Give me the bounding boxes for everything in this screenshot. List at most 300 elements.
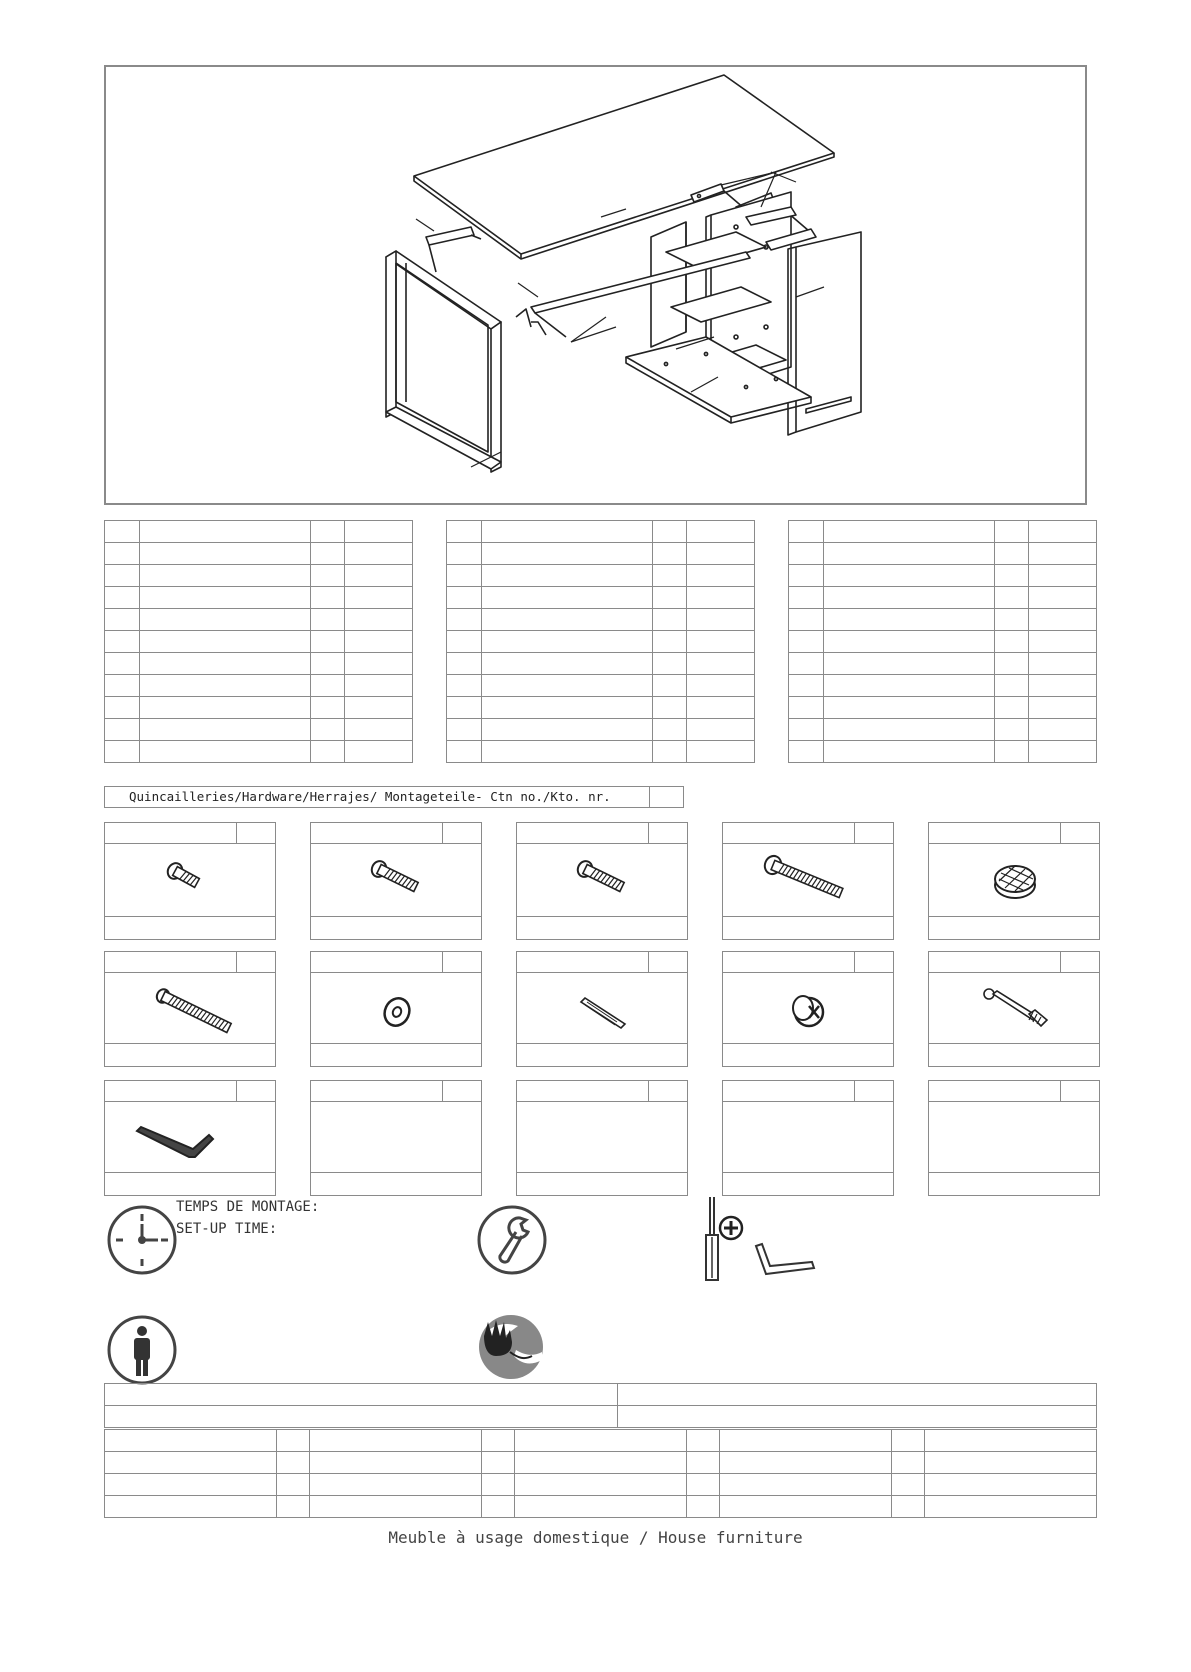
parts-cell	[345, 609, 413, 631]
info-cell	[687, 1474, 720, 1496]
hardware-cell	[516, 822, 688, 940]
parts-table-1	[104, 520, 413, 763]
hardware-header	[517, 1081, 687, 1102]
info-cell	[515, 1452, 687, 1474]
info-cell	[310, 1474, 482, 1496]
hardware-title: Quincailleries/Hardware/Herrajes/ Montageteile- Ctn no./Kto. nr.	[129, 789, 611, 804]
setup-time-text	[176, 1196, 319, 1240]
hardware-quantity-cell	[648, 823, 687, 843]
parts-cell	[1029, 543, 1097, 565]
parts-row	[105, 609, 413, 631]
parts-cell	[140, 741, 311, 763]
info-cell	[515, 1474, 687, 1496]
info-cell	[105, 1430, 277, 1452]
parts-cell	[1029, 697, 1097, 719]
parts-cell	[140, 543, 311, 565]
info-cell	[618, 1406, 1097, 1428]
hardware-cell	[310, 951, 482, 1067]
hardware-quantity-cell	[442, 823, 481, 843]
parts-cell	[687, 653, 755, 675]
medium-bolt-icon	[311, 843, 481, 919]
parts-row	[105, 543, 413, 565]
hardware-quantity-cell	[854, 823, 893, 843]
parts-cell	[789, 653, 824, 675]
person-icon	[106, 1314, 178, 1386]
hardware-footer	[105, 916, 275, 939]
parts-cell	[824, 631, 995, 653]
parts-cell	[482, 521, 653, 543]
hardware-cell	[104, 1080, 276, 1196]
parts-cell	[687, 609, 755, 631]
parts-cell	[345, 697, 413, 719]
parts-cell	[687, 719, 755, 741]
info-cell	[892, 1452, 925, 1474]
parts-cell	[824, 675, 995, 697]
hardware-footer	[723, 1172, 893, 1195]
parts-cell	[653, 697, 687, 719]
parts-row	[447, 631, 755, 653]
hardware-header	[105, 1081, 275, 1102]
parts-row	[789, 675, 1097, 697]
glove-hand-icon	[476, 1312, 546, 1382]
parts-cell	[311, 697, 345, 719]
parts-cell	[789, 609, 824, 631]
parts-cell	[345, 631, 413, 653]
parts-cell	[687, 631, 755, 653]
info-cell	[720, 1496, 892, 1518]
info-cell	[925, 1452, 1097, 1474]
parts-cell	[824, 521, 995, 543]
info-cell	[277, 1430, 310, 1452]
hardware-header	[517, 823, 687, 844]
cam-lock-icon	[723, 972, 893, 1046]
parts-cell	[995, 631, 1029, 653]
hardware-cell	[928, 951, 1100, 1067]
hardware-cell	[722, 822, 894, 940]
parts-row	[447, 609, 755, 631]
center-panel	[651, 222, 686, 347]
info-cell	[515, 1496, 687, 1518]
info-cell	[482, 1496, 515, 1518]
parts-cell	[140, 587, 311, 609]
carton-number-cell	[649, 787, 683, 807]
hardware-header	[311, 1081, 481, 1102]
parts-cell	[311, 653, 345, 675]
hardware-footer	[311, 1043, 481, 1066]
hardware-header	[311, 823, 481, 844]
cam-bolt-icon	[929, 972, 1099, 1046]
parts-cell	[789, 741, 824, 763]
parts-cell	[140, 521, 311, 543]
wrench-tool-icon	[476, 1204, 548, 1276]
parts-cell	[345, 675, 413, 697]
parts-cell	[447, 609, 482, 631]
parts-cell	[345, 565, 413, 587]
info-cell	[687, 1496, 720, 1518]
hardware-cell	[104, 951, 276, 1067]
parts-cell	[447, 543, 482, 565]
info-cell	[720, 1452, 892, 1474]
hardware-header	[517, 952, 687, 973]
hardware-footer	[517, 1043, 687, 1066]
hardware-quantity-cell	[442, 1081, 481, 1101]
parts-cell	[653, 543, 687, 565]
info-cell	[892, 1474, 925, 1496]
parts-row	[789, 653, 1097, 675]
info-cell	[105, 1406, 618, 1428]
parts-cell	[653, 587, 687, 609]
parts-cell	[824, 609, 995, 631]
parts-cell	[789, 543, 824, 565]
parts-row	[789, 587, 1097, 609]
parts-row	[789, 521, 1097, 543]
house-furniture-note: Meuble à usage domestique / House furniture	[388, 1528, 803, 1547]
hardware-quantity-cell	[648, 952, 687, 972]
parts-cell	[1029, 521, 1097, 543]
hardware-quantity-cell	[648, 1081, 687, 1101]
parts-cell	[995, 653, 1029, 675]
parts-cell	[789, 631, 824, 653]
parts-row	[789, 697, 1097, 719]
parts-row	[105, 587, 413, 609]
parts-row	[789, 543, 1097, 565]
parts-cell	[140, 609, 311, 631]
info-cell	[925, 1496, 1097, 1518]
parts-cell	[653, 565, 687, 587]
hardware-cell	[310, 822, 482, 940]
parts-cell	[105, 587, 140, 609]
parts-cell	[653, 609, 687, 631]
parts-cell	[995, 587, 1029, 609]
parts-cell	[447, 675, 482, 697]
info-cell	[482, 1452, 515, 1474]
hardware-empty-slot	[723, 1101, 893, 1175]
hardware-empty-slot	[517, 1101, 687, 1175]
info-cell	[515, 1430, 687, 1452]
parts-row	[447, 719, 755, 741]
parts-cell	[345, 719, 413, 741]
hardware-footer	[517, 1172, 687, 1195]
long-bolt-icon	[723, 843, 893, 919]
parts-cell	[995, 521, 1029, 543]
parts-cell	[995, 719, 1029, 741]
parts-cell	[482, 741, 653, 763]
parts-cell	[105, 675, 140, 697]
parts-cell	[105, 631, 140, 653]
setup-time-en: SET-UP TIME:	[176, 1221, 278, 1237]
parts-cell	[140, 675, 311, 697]
hardware-header	[929, 823, 1099, 844]
parts-cell	[824, 565, 995, 587]
parts-cell	[140, 631, 311, 653]
info-cell	[482, 1430, 515, 1452]
info-cell	[892, 1496, 925, 1518]
hardware-quantity-cell	[1060, 1081, 1099, 1101]
parts-cell	[482, 719, 653, 741]
parts-cell	[140, 719, 311, 741]
info-cell	[925, 1430, 1097, 1452]
hardware-cell	[722, 1080, 894, 1196]
info-table-grid	[104, 1429, 1097, 1518]
parts-cell	[447, 741, 482, 763]
parts-cell	[687, 675, 755, 697]
parts-cell	[311, 521, 345, 543]
medium-bolt-icon	[517, 843, 687, 919]
hardware-header	[723, 1081, 893, 1102]
hardware-cell	[722, 951, 894, 1067]
washer-icon	[311, 972, 481, 1046]
parts-cell	[482, 587, 653, 609]
hardware-footer	[929, 1172, 1099, 1195]
parts-cell	[824, 741, 995, 763]
hardware-footer	[105, 1043, 275, 1066]
parts-cell	[482, 609, 653, 631]
parts-cell	[995, 697, 1029, 719]
parts-cell	[1029, 719, 1097, 741]
parts-row	[789, 741, 1097, 763]
parts-cell	[311, 587, 345, 609]
info-cell	[105, 1474, 277, 1496]
parts-row	[447, 675, 755, 697]
hardware-cell	[928, 822, 1100, 940]
hardware-footer	[311, 916, 481, 939]
parts-row	[105, 741, 413, 763]
parts-cell	[824, 653, 995, 675]
parts-cell	[653, 719, 687, 741]
parts-cell	[789, 521, 824, 543]
parts-cell	[105, 653, 140, 675]
info-cell	[618, 1384, 1097, 1406]
parts-cell	[687, 565, 755, 587]
parts-cell	[447, 631, 482, 653]
parts-cell	[105, 741, 140, 763]
info-cell	[277, 1452, 310, 1474]
hardware-quantity-cell	[854, 1081, 893, 1101]
allen-key-icon	[105, 1101, 275, 1175]
parts-cell	[1029, 565, 1097, 587]
parts-cell	[447, 587, 482, 609]
parts-row	[105, 631, 413, 653]
hardware-quantity-cell	[236, 952, 275, 972]
hardware-quantity-cell	[236, 1081, 275, 1101]
hardware-quantity-cell	[1060, 823, 1099, 843]
parts-cell	[789, 697, 824, 719]
parts-cell	[653, 521, 687, 543]
parts-cell	[105, 565, 140, 587]
parts-row	[447, 543, 755, 565]
parts-cell	[687, 521, 755, 543]
parts-cell	[311, 631, 345, 653]
parts-cell	[789, 675, 824, 697]
info-cell	[105, 1496, 277, 1518]
parts-cell	[140, 697, 311, 719]
hardware-cell	[310, 1080, 482, 1196]
hardware-cell	[516, 1080, 688, 1196]
parts-cell	[995, 543, 1029, 565]
clock-icon	[106, 1204, 178, 1276]
parts-cell	[653, 653, 687, 675]
parts-cell	[653, 741, 687, 763]
parts-cell	[105, 521, 140, 543]
parts-row	[105, 653, 413, 675]
parts-cell	[447, 697, 482, 719]
hardware-quantity-cell	[1060, 952, 1099, 972]
upper-bracket	[426, 227, 481, 272]
parts-row	[447, 565, 755, 587]
parts-cell	[687, 741, 755, 763]
parts-cell	[311, 565, 345, 587]
hardware-quantity-cell	[854, 952, 893, 972]
wooden-dowel-icon	[517, 972, 687, 1046]
long-screw-icon	[105, 972, 275, 1046]
hardware-cell	[104, 822, 276, 940]
parts-cell	[789, 565, 824, 587]
info-cell	[925, 1474, 1097, 1496]
parts-cell	[447, 653, 482, 675]
hardware-header	[929, 952, 1099, 973]
parts-cell	[995, 741, 1029, 763]
parts-cell	[345, 653, 413, 675]
hardware-footer	[929, 916, 1099, 939]
hardware-header	[929, 1081, 1099, 1102]
parts-cell	[482, 565, 653, 587]
parts-cell	[789, 719, 824, 741]
info-cell	[687, 1430, 720, 1452]
info-table-top	[104, 1383, 1097, 1428]
parts-cell	[1029, 587, 1097, 609]
parts-cell	[345, 521, 413, 543]
setup-time-fr: TEMPS DE MONTAGE:	[176, 1199, 320, 1215]
parts-cell	[687, 697, 755, 719]
felt-pad-icon	[929, 843, 1099, 919]
parts-cell	[140, 653, 311, 675]
hardware-footer	[723, 1043, 893, 1066]
info-cell	[105, 1452, 277, 1474]
hardware-header	[723, 952, 893, 973]
info-cell	[720, 1430, 892, 1452]
hardware-header	[311, 952, 481, 973]
parts-cell	[311, 675, 345, 697]
parts-cell	[105, 543, 140, 565]
parts-cell	[311, 609, 345, 631]
parts-cell	[345, 543, 413, 565]
parts-row	[447, 697, 755, 719]
parts-cell	[311, 741, 345, 763]
parts-cell	[653, 675, 687, 697]
hardware-header	[723, 823, 893, 844]
parts-row	[447, 653, 755, 675]
info-cell	[310, 1496, 482, 1518]
parts-cell	[995, 609, 1029, 631]
parts-cell	[105, 697, 140, 719]
info-cell	[892, 1430, 925, 1452]
allen-key-tool-icon	[748, 1240, 818, 1280]
parts-row	[789, 565, 1097, 587]
parts-cell	[824, 719, 995, 741]
hardware-footer	[105, 1172, 275, 1195]
parts-cell	[482, 675, 653, 697]
parts-row	[447, 587, 755, 609]
info-cell	[310, 1430, 482, 1452]
parts-row	[105, 719, 413, 741]
parts-table-3	[788, 520, 1097, 763]
hardware-footer	[929, 1043, 1099, 1066]
info-cell	[310, 1452, 482, 1474]
parts-cell	[311, 543, 345, 565]
parts-row	[105, 565, 413, 587]
hardware-quantity-cell	[236, 823, 275, 843]
parts-cell	[653, 631, 687, 653]
parts-row	[105, 675, 413, 697]
info-cell	[687, 1452, 720, 1474]
parts-cell	[345, 741, 413, 763]
info-cell	[277, 1474, 310, 1496]
parts-cell	[687, 587, 755, 609]
parts-cell	[824, 697, 995, 719]
metal-leg-frame	[386, 251, 501, 472]
parts-cell	[447, 521, 482, 543]
short-bolt-icon	[105, 843, 275, 919]
parts-cell	[447, 565, 482, 587]
parts-cell	[311, 719, 345, 741]
parts-row	[789, 631, 1097, 653]
parts-cell	[105, 609, 140, 631]
parts-cell	[789, 587, 824, 609]
parts-cell	[1029, 741, 1097, 763]
parts-row	[447, 741, 755, 763]
hardware-empty-slot	[311, 1101, 481, 1175]
parts-cell	[482, 543, 653, 565]
parts-cell	[482, 697, 653, 719]
parts-table-2	[446, 520, 755, 763]
parts-cell	[1029, 631, 1097, 653]
exploded-view-panel	[104, 65, 1087, 505]
hardware-title-bar	[104, 786, 684, 808]
parts-cell	[1029, 653, 1097, 675]
phillips-plus-icon	[718, 1215, 744, 1241]
parts-cell	[482, 653, 653, 675]
hardware-quantity-cell	[442, 952, 481, 972]
hardware-header	[105, 823, 275, 844]
desk-exploded-diagram	[106, 67, 1085, 503]
parts-cell	[105, 719, 140, 741]
parts-cell	[1029, 675, 1097, 697]
parts-row	[105, 521, 413, 543]
parts-cell	[140, 565, 311, 587]
parts-cell	[687, 543, 755, 565]
hardware-cell	[928, 1080, 1100, 1196]
hardware-cell	[516, 951, 688, 1067]
hardware-footer	[517, 916, 687, 939]
parts-cell	[482, 631, 653, 653]
parts-cell	[1029, 609, 1097, 631]
info-cell	[277, 1496, 310, 1518]
hardware-footer	[723, 916, 893, 939]
parts-cell	[447, 719, 482, 741]
parts-row	[789, 609, 1097, 631]
parts-cell	[345, 587, 413, 609]
info-cell	[482, 1474, 515, 1496]
hardware-header	[105, 952, 275, 973]
info-cell	[720, 1474, 892, 1496]
hardware-footer	[311, 1172, 481, 1195]
hardware-empty-slot	[929, 1101, 1099, 1175]
parts-cell	[995, 565, 1029, 587]
parts-row	[789, 719, 1097, 741]
parts-cell	[824, 587, 995, 609]
parts-cell	[824, 543, 995, 565]
parts-cell	[995, 675, 1029, 697]
